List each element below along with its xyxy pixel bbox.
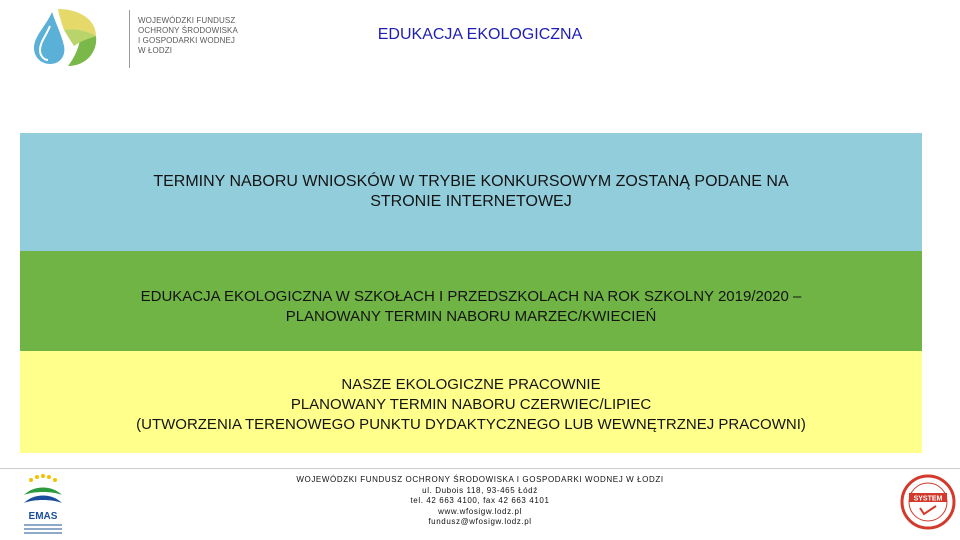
band-text (141, 287, 802, 327)
logo-line: WOJEWÓDZKI FUNDUSZ (138, 16, 236, 25)
band-line: NASZE EKOLOGICZNE PRACOWNIE (341, 376, 601, 393)
fund-logo-icon (28, 6, 98, 68)
band-line: EDUKACJA EKOLOGICZNA W SZKOŁACH I PRZEDSZKOLACH NA ROK SZKOLNY 2019/2020 – (140, 288, 802, 305)
emas-icon (18, 473, 68, 511)
logo-divider (129, 10, 130, 68)
certification-seal-icon (900, 474, 956, 530)
info-band-blue (20, 133, 922, 251)
band-text (136, 375, 806, 435)
band-line: (UTWORZENIA TERENOWEGO PUNKTU DYDAKTYCZNEGO LUB WEWNĘTRZNEJ PRACOWNI) (136, 416, 806, 433)
logo-line: OCHRONY ŚRODOWISKA (138, 26, 238, 35)
band-line: PLANOWANY TERMIN NABORU MARZEC/KWIECIEŃ (285, 308, 657, 325)
footer-divider (0, 468, 960, 469)
cert-text: SYSTEM (913, 495, 943, 503)
band-line: STRONIE INTERNETOWEJ (370, 193, 572, 210)
logo-text (138, 16, 238, 56)
emas-fine-print (24, 524, 62, 526)
contact-info (230, 475, 730, 528)
band-line: PLANOWANY TERMIN NABORU CZERWIEC/LIPIEC (290, 396, 652, 413)
contact-website-link[interactable]: www.wfosigw.lodz.pl (438, 506, 522, 516)
contact-line: ul. Dubois 118, 93-465 Łódź (422, 485, 538, 495)
emas-logo (18, 473, 68, 537)
emas-label: EMAS (28, 511, 58, 522)
logo-line: I GOSPODARKI WODNEJ (138, 36, 236, 45)
logo-line: W ŁODZI (138, 46, 173, 55)
contact-line: WOJEWÓDZKI FUNDUSZ OCHRONY ŚRODOWISKA I GOSPODARKI WODNEJ W ŁODZI (296, 475, 664, 484)
contact-line: tel. 42 663 4100, fax 42 663 4101 (410, 496, 550, 505)
contact-email-link[interactable]: fundusz@wfosigw.lodz.pl (428, 517, 532, 526)
band-text (153, 172, 788, 212)
info-band-yellow (20, 351, 922, 453)
wfosigw-logo (28, 6, 238, 68)
band-line: TERMINY NABORU WNIOSKÓW W TRYBIE KONKURSOWYM ZOSTANĄ PODANE NA (153, 173, 789, 190)
info-band-green (20, 251, 922, 351)
page-title: EDUKACJA EKOLOGICZNA (377, 26, 583, 43)
